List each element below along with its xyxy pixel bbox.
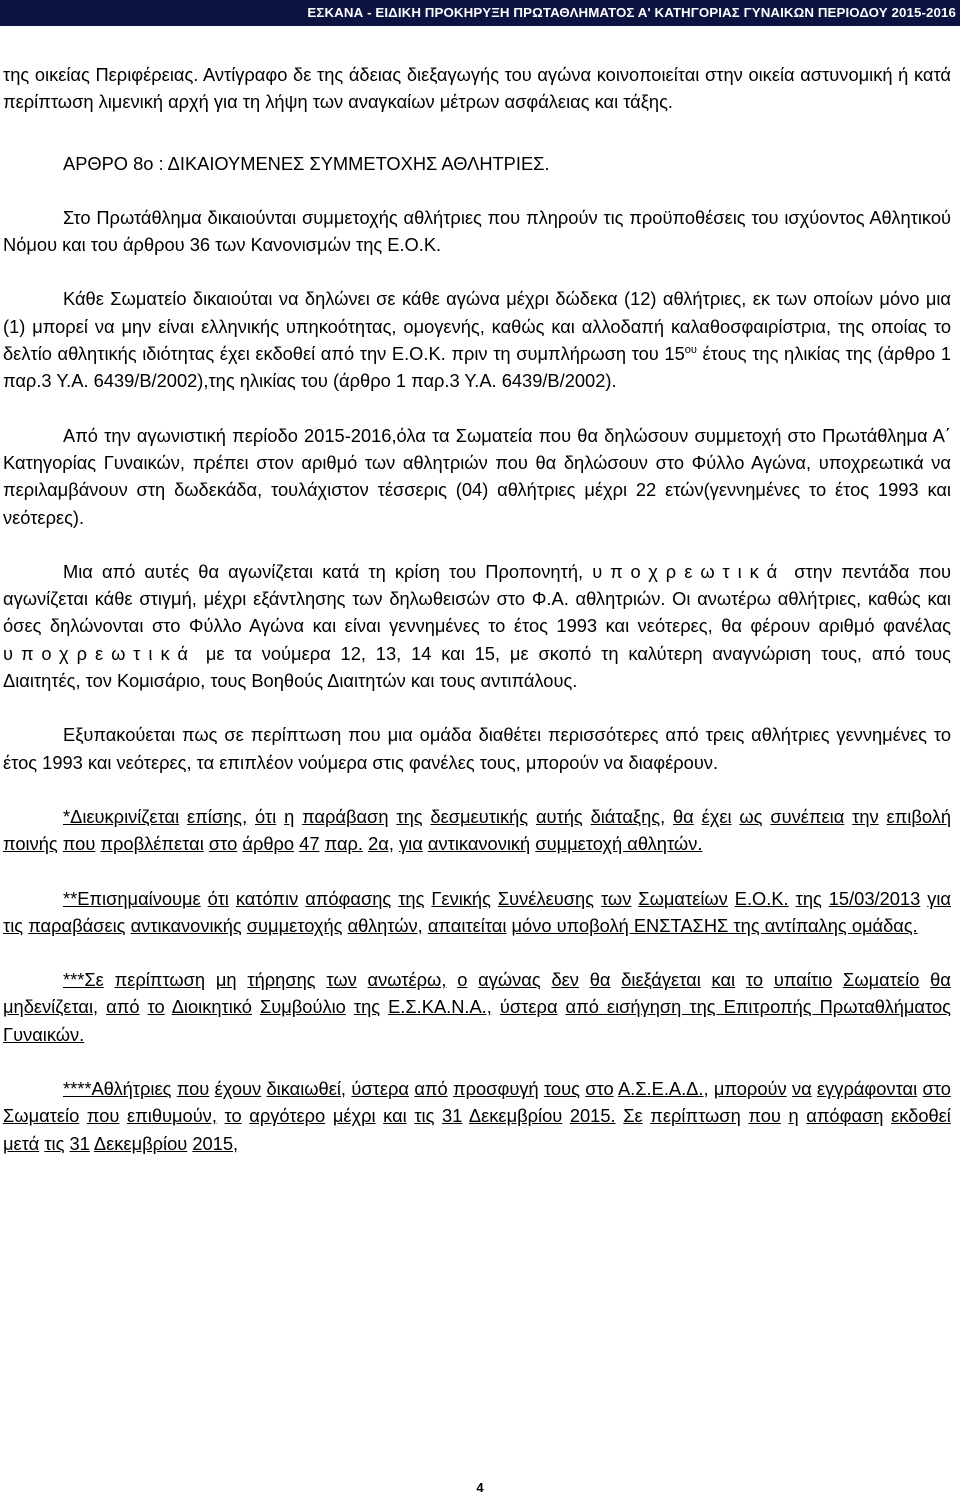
underlined-word: στο bbox=[922, 1078, 951, 1100]
underlined-word: ότι bbox=[255, 805, 277, 827]
underlined-word: προσφυγή bbox=[453, 1078, 539, 1100]
underlined-word: παράβαση bbox=[302, 805, 389, 827]
underlined-word: ότι bbox=[207, 887, 229, 909]
underlined-word: περίπτωση bbox=[114, 969, 206, 991]
underlined-word: Ε.Σ.ΚΑ.Ν.Α., bbox=[388, 996, 492, 1018]
underlined-word: για bbox=[399, 833, 423, 855]
underlined-word: εγγράφονται bbox=[817, 1078, 918, 1100]
underlined-word: ως bbox=[739, 805, 763, 827]
underlined-word: Σωματείων bbox=[638, 887, 728, 909]
emphasized-word: υποχρεωτικά bbox=[592, 560, 786, 582]
underlined-word: δικαιωθεί, bbox=[266, 1078, 347, 1100]
underlined-word: Συμβούλιο bbox=[259, 996, 346, 1018]
roster-text-end: έτους της ηλικίας της (άρθρο 1 παρ.3 Υ.Α. 6439/Β/2002),της ηλικίας του (άρθρο 1 παρ.3 Υ.Α. 6439/Β/2002). bbox=[3, 343, 951, 392]
underlined-word: αγώνας bbox=[478, 969, 541, 991]
underlined-word: θα bbox=[673, 805, 694, 827]
underlined-word: απόφασης bbox=[305, 887, 392, 909]
underlined-word: συμμετοχή αθλητών. bbox=[535, 833, 703, 855]
underlined-word: τις bbox=[414, 1105, 435, 1127]
underlined-word: το bbox=[147, 996, 165, 1018]
underlined-word: και bbox=[711, 969, 736, 991]
underlined-word: 2015, bbox=[192, 1132, 239, 1154]
underlined-word: 31 bbox=[442, 1105, 463, 1127]
article-heading: ΑΡΘΡΟ 8ο : ΔΙΚΑΙΟΥΜΕΝΕΣ ΣΥΜΜΕΤΟΧΗΣ ΑΘΛΗΤΡΙΕΣ. bbox=[63, 152, 550, 174]
underlined-word: αργότερο bbox=[249, 1105, 326, 1127]
underlined-word: ***Σε bbox=[63, 969, 104, 991]
underlined-word: 2015. bbox=[569, 1105, 616, 1127]
underlined-word: της bbox=[795, 887, 822, 909]
underlined-word: που bbox=[62, 833, 96, 855]
note-1 bbox=[3, 803, 951, 858]
underlined-word: Σε bbox=[623, 1105, 643, 1127]
underlined-word: η bbox=[284, 805, 295, 827]
underlined-word: μηδενίζεται, bbox=[3, 996, 99, 1018]
underlined-word: το bbox=[224, 1105, 242, 1127]
underlined-word: μη bbox=[215, 969, 237, 991]
underlined-word: έχουν bbox=[214, 1078, 262, 1100]
roster-text-main: Κάθε Σωματείο δικαιούται να δηλώνει σε κάθε αγώνα μέχρι δώδεκα (12) αθλήτριες, εκ των οποίων μόνο μια (1) μπορεί να μην είναι ελληνικής υπηκοότητας, ομογενής, καθώς και αλλοδαπή καλαθοσφαιρίστρια, της οποίας το δελτίο αθλητικής ιδιότητας έχει εκδοθεί από την Ε.Ο.Κ. πριν τη συμπλήρωση του 15 bbox=[3, 288, 951, 365]
note-4 bbox=[3, 1075, 951, 1157]
underlined-word: Σωματείο bbox=[3, 1105, 80, 1127]
underlined-word: ποινής bbox=[3, 833, 58, 855]
underlined-word: 15/03/2013 bbox=[828, 887, 921, 909]
underlined-word: συμμετοχής bbox=[246, 914, 343, 936]
underlined-word: θα bbox=[930, 969, 951, 991]
jersey-text-e: με τα νούμερα 12, 13, 14 και 15, με σκοπό τη καλύτερη αναγνώριση τους, από τους Διαιτητές, τον Κομισάριο, τους Βοηθούς Διαιτητών και τους αντιπάλους. bbox=[3, 642, 951, 692]
underlined-word: κατόπιν bbox=[235, 887, 299, 909]
underlined-word: θα bbox=[589, 969, 611, 991]
underlined-word: αντικανονική bbox=[427, 833, 531, 855]
underlined-word: παραβάσεις bbox=[28, 914, 126, 936]
underlined-word: δεν bbox=[551, 969, 579, 991]
underlined-word: της bbox=[353, 996, 381, 1018]
document-header-title: ΕΣΚΑΝΑ - ΕΙΔΙΚΗ ΠΡΟΚΗΡΥΞΗ ΠΡΩΤΑΘΛΗΜΑΤΟΣ Α' ΚΑΤΗΓΟΡΙΑΣ ΓΥΝΑΙΚΩΝ ΠΕΡΙΟΔΟΥ 2015-2016 bbox=[307, 5, 956, 20]
underlined-word: από εισήγηση της Επιτροπής Πρωταθλήματος Γυναικών. bbox=[3, 996, 951, 1045]
underlined-word: περίπτωση bbox=[650, 1105, 741, 1127]
underlined-word: ανωτέρω, bbox=[367, 969, 447, 991]
underlined-word: των bbox=[326, 969, 357, 991]
emphasized-word: υποχρεωτικά bbox=[3, 642, 196, 664]
underlined-word: από bbox=[106, 996, 140, 1018]
under22-rule-paragraph: Από την αγωνιστική περίοδο 2015-2016,όλα τα Σωματεία που θα δηλώσουν συμμετοχή στο Πρωτάθλημα Α΄ Κατηγορίας Γυναικών, πρέπει στον αριθμό των αθλητριών που θα δηλώσουν στο Φύλλο Αγώνα, υποχρεωτικά να περιλαμβάνουν στη δωδεκάδα, τουλάχιστον τέσσερις (04) αθλήτριες μέχρι 22 ετών(γεννημένες το έτος 1993 και νεότερες). bbox=[3, 424, 951, 528]
underlined-word: 47 bbox=[299, 833, 320, 855]
underlined-word: από bbox=[414, 1078, 448, 1100]
underlined-word: τήρησης bbox=[247, 969, 316, 991]
underlined-word: της bbox=[396, 805, 423, 827]
underlined-word: που bbox=[176, 1078, 210, 1100]
underlined-word: απαιτείται bbox=[427, 914, 507, 936]
underlined-word: για bbox=[927, 887, 951, 909]
underlined-word: προβλέπεται bbox=[100, 833, 204, 855]
underlined-word: Α.Σ.Ε.Α.Δ., bbox=[617, 1078, 709, 1100]
underlined-word: μπορούν bbox=[713, 1078, 787, 1100]
document-body bbox=[3, 61, 951, 1157]
underlined-word: μόνο υποβολή ΕΝΣΤΑΣΗΣ της αντίπαλης ομάδας. bbox=[511, 914, 918, 936]
underlined-word: διάταξης, bbox=[590, 805, 666, 827]
underlined-word: Δεκεμβρίου bbox=[93, 1132, 188, 1154]
underlined-word: επίσης, bbox=[187, 805, 248, 827]
underlined-word: παρ. bbox=[324, 833, 364, 855]
underlined-word: Δεκεμβρίου bbox=[468, 1105, 563, 1127]
underlined-word: 2α, bbox=[368, 833, 394, 855]
underlined-word: στο bbox=[585, 1078, 614, 1100]
underlined-word: η bbox=[788, 1105, 799, 1127]
underlined-word: στο bbox=[208, 833, 238, 855]
extra-players-paragraph: Εξυπακούεται πως σε περίπτωση που μια ομάδα διαθέτει περισσότερες από τρεις αθλήτριες γεννημένες το έτος 1993 και νεότερες, τα επιπλέον νούμερα στις φανέλες τους, μπορούν να διαφέρουν. bbox=[3, 724, 951, 773]
underlined-word: τους bbox=[543, 1078, 580, 1100]
underlined-word: Ε.Ο.Κ. bbox=[734, 887, 789, 909]
underlined-word: την bbox=[852, 805, 879, 827]
underlined-word: ύστερα bbox=[351, 1078, 409, 1100]
eligibility-paragraph: Στο Πρωτάθλημα δικαιούνται συμμετοχής αθλήτριες που πληρούν τις προϋποθέσεις του ισχύοντος Αθλητικού Νόμου και του άρθρου 36 των Κανονισμών της Ε.Ο.Κ. bbox=[3, 206, 951, 256]
underlined-word: της bbox=[398, 887, 425, 909]
underlined-word: που bbox=[748, 1105, 781, 1127]
underlined-word: διεξάγεται bbox=[621, 969, 701, 991]
underlined-word: ο bbox=[457, 969, 468, 991]
ordinal-superscript: ου bbox=[684, 343, 697, 356]
jersey-text-c: στην πεντάδα που αγωνίζεται κάθε στιγμή, μέχρι εξάντλησης των δηλωθεισών στο Φ.Α. αθλητριών. Οι ανωτέρω αθλήτριες, καθώς και όσες δηλώνονται στο Φύλλο Αγώνα και είναι γεννημένες το έτος 1993 και νεότερες, θα φέρουν αριθμό φανέλας bbox=[3, 560, 951, 637]
underlined-word: συνέπεια bbox=[770, 805, 845, 827]
note-2 bbox=[3, 885, 951, 940]
underlined-word: εκδοθεί bbox=[891, 1105, 951, 1127]
underlined-word: το bbox=[745, 969, 764, 991]
underlined-word: αυτής bbox=[535, 805, 583, 827]
underlined-word: αθλητών, bbox=[347, 914, 423, 936]
jersey-numbers-paragraph bbox=[3, 558, 951, 694]
underlined-word: απόφαση bbox=[806, 1105, 884, 1127]
underlined-word: Γενικής bbox=[431, 887, 491, 909]
underlined-word: να bbox=[791, 1078, 812, 1100]
roster-paragraph bbox=[3, 285, 951, 394]
document-header-bar bbox=[0, 0, 960, 26]
underlined-word: Συνέλευσης bbox=[497, 887, 594, 909]
note-3 bbox=[3, 966, 951, 1048]
underlined-word: επιθυμούν, bbox=[127, 1105, 217, 1127]
intro-paragraph: της οικείας Περιφέρειας. Αντίγραφο δε της άδειας διεξαγωγής του αγώνα κοινοποιείται στην οικεία αστυνομική ή κατά περίπτωση λιμενική αρχή για τη λήψη των αναγκαίων μέτρων ασφάλειας και τάξης. bbox=[3, 64, 951, 113]
jersey-text-a: Μια από αυτές θα αγωνίζεται κατά τη κρίση του Προπονητή, bbox=[63, 560, 593, 582]
underlined-word: Διοικητικό bbox=[171, 996, 252, 1018]
underlined-word: δεσμευτικής bbox=[430, 805, 529, 827]
underlined-word: και bbox=[383, 1105, 407, 1127]
underlined-word: έχει bbox=[701, 805, 732, 827]
underlined-word: επιβολή bbox=[886, 805, 951, 827]
underlined-word: 31 bbox=[69, 1132, 90, 1154]
underlined-word: μετά bbox=[3, 1132, 40, 1154]
underlined-word: τις bbox=[44, 1132, 65, 1154]
underlined-word: ****Αθλήτριες bbox=[63, 1078, 172, 1100]
underlined-word: άρθρο bbox=[242, 833, 295, 855]
page-number: 4 bbox=[476, 1480, 484, 1495]
underlined-word: *Διευκρινίζεται bbox=[63, 805, 180, 827]
underlined-word: μέχρι bbox=[332, 1105, 376, 1127]
underlined-word: που bbox=[86, 1105, 120, 1127]
underlined-word: αντικανονικής bbox=[130, 914, 242, 936]
underlined-word: των bbox=[600, 887, 632, 909]
underlined-word: υπαίτιο bbox=[773, 969, 833, 991]
underlined-word: **Επισημαίνουμε bbox=[63, 887, 201, 909]
underlined-word: ύστερα bbox=[499, 996, 558, 1018]
underlined-word: Σωματείο bbox=[843, 969, 920, 991]
underlined-word: τις bbox=[3, 914, 24, 936]
